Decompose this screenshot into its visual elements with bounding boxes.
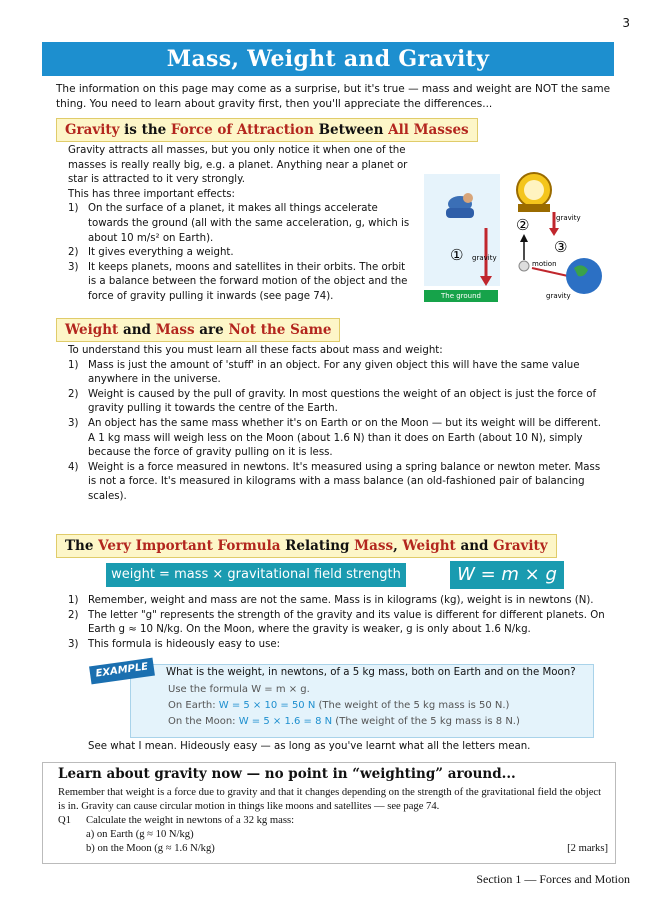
example-line-1: Use the formula W = m × g. <box>168 684 310 695</box>
list-item <box>68 359 608 388</box>
section-heading-formula <box>56 534 557 558</box>
moon-icon <box>519 261 529 271</box>
example-tag: EXAMPLE <box>89 658 155 685</box>
heading-part: Force of Attraction <box>170 122 314 138</box>
gravity-arrow-3 <box>532 268 568 276</box>
figure-number-3: ③ <box>554 238 568 256</box>
learn-heading: Learn about gravity now — no point in “weighting” around... <box>58 766 516 782</box>
heading-part: Gravity <box>493 538 548 554</box>
arrowhead-icon <box>520 234 528 242</box>
item-number: 3) <box>68 638 79 650</box>
item-text: Remember, weight and mass are not the same. Mass is in kilograms (kg), weight is in newtons (N). <box>88 595 594 606</box>
item-text: Weight is caused by the pull of gravity. In most questions the weight of an object is just the force of gravity pulling it towards the centre of the Earth. <box>88 388 597 415</box>
label-gravity-2: gravity <box>556 214 581 222</box>
item-number: 4) <box>68 461 79 473</box>
list-item <box>68 246 416 261</box>
item-number: 3) <box>68 261 79 273</box>
item-number: 3) <box>68 417 79 429</box>
weight-mass-facts-list <box>68 359 608 505</box>
item-number: 1) <box>68 359 79 371</box>
question-part-b: b) on the Moon (g ≈ 1.6 N/kg) <box>86 843 215 854</box>
marks: [2 marks] <box>567 843 608 854</box>
formula-notes-list <box>68 594 608 652</box>
label-motion: motion <box>532 260 557 268</box>
arrowhead-icon <box>549 228 559 236</box>
formula-symbols: W = m × g <box>450 561 564 589</box>
heading-part: Not the Same <box>228 322 332 338</box>
list-item <box>68 461 608 505</box>
heading-part: are <box>194 322 229 338</box>
formula-closing: See what I mean. Hideously easy — as long as you've learnt what all the letters mean. <box>88 741 531 752</box>
item-number: 1) <box>68 203 79 215</box>
item-text: Mass is just the amount of 'stuff' in an object. For any given object this will have the same value anywhere in the universe. <box>88 359 580 386</box>
list-item <box>68 594 608 609</box>
formula-words: weight = mass × gravitational field strength <box>106 563 406 587</box>
weighing-scale-icon <box>517 173 551 212</box>
heading-part: and <box>118 322 156 338</box>
page-title: Mass, Weight and Gravity <box>42 42 614 76</box>
question-part-b-row <box>86 842 608 856</box>
example-note: (The weight of the 5 kg mass is 8 N.) <box>332 716 520 727</box>
list-item <box>68 609 608 638</box>
example-label: On the Moon: <box>168 716 239 727</box>
list-item <box>68 417 608 461</box>
gravity-paragraph: Gravity attracts all masses, but you only notice it when one of the masses is really really big, e.g. a planet. Anything near a planet or star is attracted to it very strongly. <box>68 145 408 186</box>
heading-part: Mass <box>155 322 195 338</box>
heading-part: is the <box>119 122 171 138</box>
example-note: (The weight of the 5 kg mass is 50 N.) <box>315 700 510 711</box>
label-gravity-3: gravity <box>546 292 571 300</box>
question-part-a: a) on Earth (g ≈ 10 N/kg) <box>86 829 194 840</box>
learn-text: Remember that weight is a force due to gravity and that it changes depending on the strength of the gravitational field the object is in. Gravity can cause circular motion in things like moons and satellites — see page 74. <box>58 787 602 812</box>
heading-part: Relating <box>280 538 355 554</box>
example-question: What is the weight, in newtons, of a 5 kg mass, both on Earth and on the Moon? <box>166 667 576 678</box>
heading-part: Mass <box>354 538 394 554</box>
question-text: Calculate the weight in newtons of a 32 kg mass: <box>86 815 295 826</box>
figure-number-2: ② <box>516 216 530 234</box>
example-answer: W = 5 × 10 = 50 N <box>218 700 316 711</box>
item-number: 1) <box>68 595 79 606</box>
item-number: 2) <box>68 609 79 621</box>
learn-body <box>58 786 608 856</box>
list-item <box>68 202 416 246</box>
label-gravity-1: gravity <box>472 254 497 262</box>
heading-part: Gravity <box>65 122 120 138</box>
item-number: 2) <box>68 247 79 259</box>
heading-part: and <box>455 538 494 554</box>
heading-part: Very Important Formula <box>98 538 281 554</box>
ground-label: The ground <box>424 290 498 302</box>
item-number: 2) <box>68 388 79 400</box>
item-text: It keeps planets, moons and satellites in their orbits. The orbit is a balance between the forward motion of the object and the force of gravity pulling it inwards (see page 74). <box>88 261 408 302</box>
heading-part: Weight <box>65 322 119 338</box>
section-heading-weight-mass <box>56 318 340 342</box>
heading-part: , <box>393 538 403 554</box>
question <box>58 814 608 856</box>
formula-section-body <box>68 594 608 652</box>
heading-part: Weight <box>402 538 456 554</box>
weight-mass-section-body <box>68 344 608 505</box>
item-text: On the surface of a planet, it makes all things accelerate towards the ground (all with the same acceleration, g, which is about 10 m/s² on Earth). <box>88 203 410 244</box>
example-answer: W = 5 × 1.6 = 8 N <box>238 716 333 727</box>
item-text: It gives everything a weight. <box>88 247 234 259</box>
heading-part: The <box>65 538 99 554</box>
gravity-effects-intro: This has three important effects: <box>68 188 235 200</box>
page-number: 3 <box>622 16 630 30</box>
figure-number-1: ① <box>450 246 464 264</box>
item-text: An object has the same mass whether it's on Earth or on the Moon — but its weight will be different. A 1 kg mass will weigh less on the Moon (about 1.6 N) than it does on Earth (about 10 N), simply because the force of gravity pulling on it is less. <box>88 417 601 459</box>
list-item <box>68 388 608 417</box>
gravity-effects-list <box>68 202 416 304</box>
gravity-section-body <box>68 144 416 305</box>
intro-text: The information on this page may come as a surprise, but it's true — mass and weight are NOT the same thing. You need to learn about gravity first, then you'll appreciate the differences... <box>56 83 611 110</box>
list-item <box>68 638 608 653</box>
weight-mass-intro: To understand this you must learn all these facts about mass and weight: <box>68 345 443 356</box>
question-number: Q1 <box>58 815 71 826</box>
earth-icon <box>566 258 602 294</box>
list-item <box>68 261 416 305</box>
section-heading-gravity <box>56 118 478 142</box>
footer-section-label: Section 1 — Forces and Motion <box>476 872 630 886</box>
heading-part: All Masses <box>388 122 469 138</box>
heading-part: Between <box>313 122 389 138</box>
example-label: On Earth: <box>168 700 219 711</box>
item-text: Weight is a force measured in newtons. It's measured using a spring balance or newton meter. Mass is not a force. It's measured in kilograms with a mass balance (an old-fashioned pair of balancing scales). <box>88 461 601 502</box>
example-line-2 <box>168 700 509 711</box>
example-line-3 <box>168 716 520 727</box>
item-text: The letter "g" represents the strength of the gravity and its value is different for different planets. On Earth g ≈ 10 N/kg. On the Moon, where the gravity is weaker, g is only about 1.6 N/kg. <box>88 609 605 636</box>
item-text: This formula is hideously easy to use: <box>88 638 281 650</box>
figure-panel <box>424 174 500 286</box>
gravity-figure <box>420 168 610 308</box>
